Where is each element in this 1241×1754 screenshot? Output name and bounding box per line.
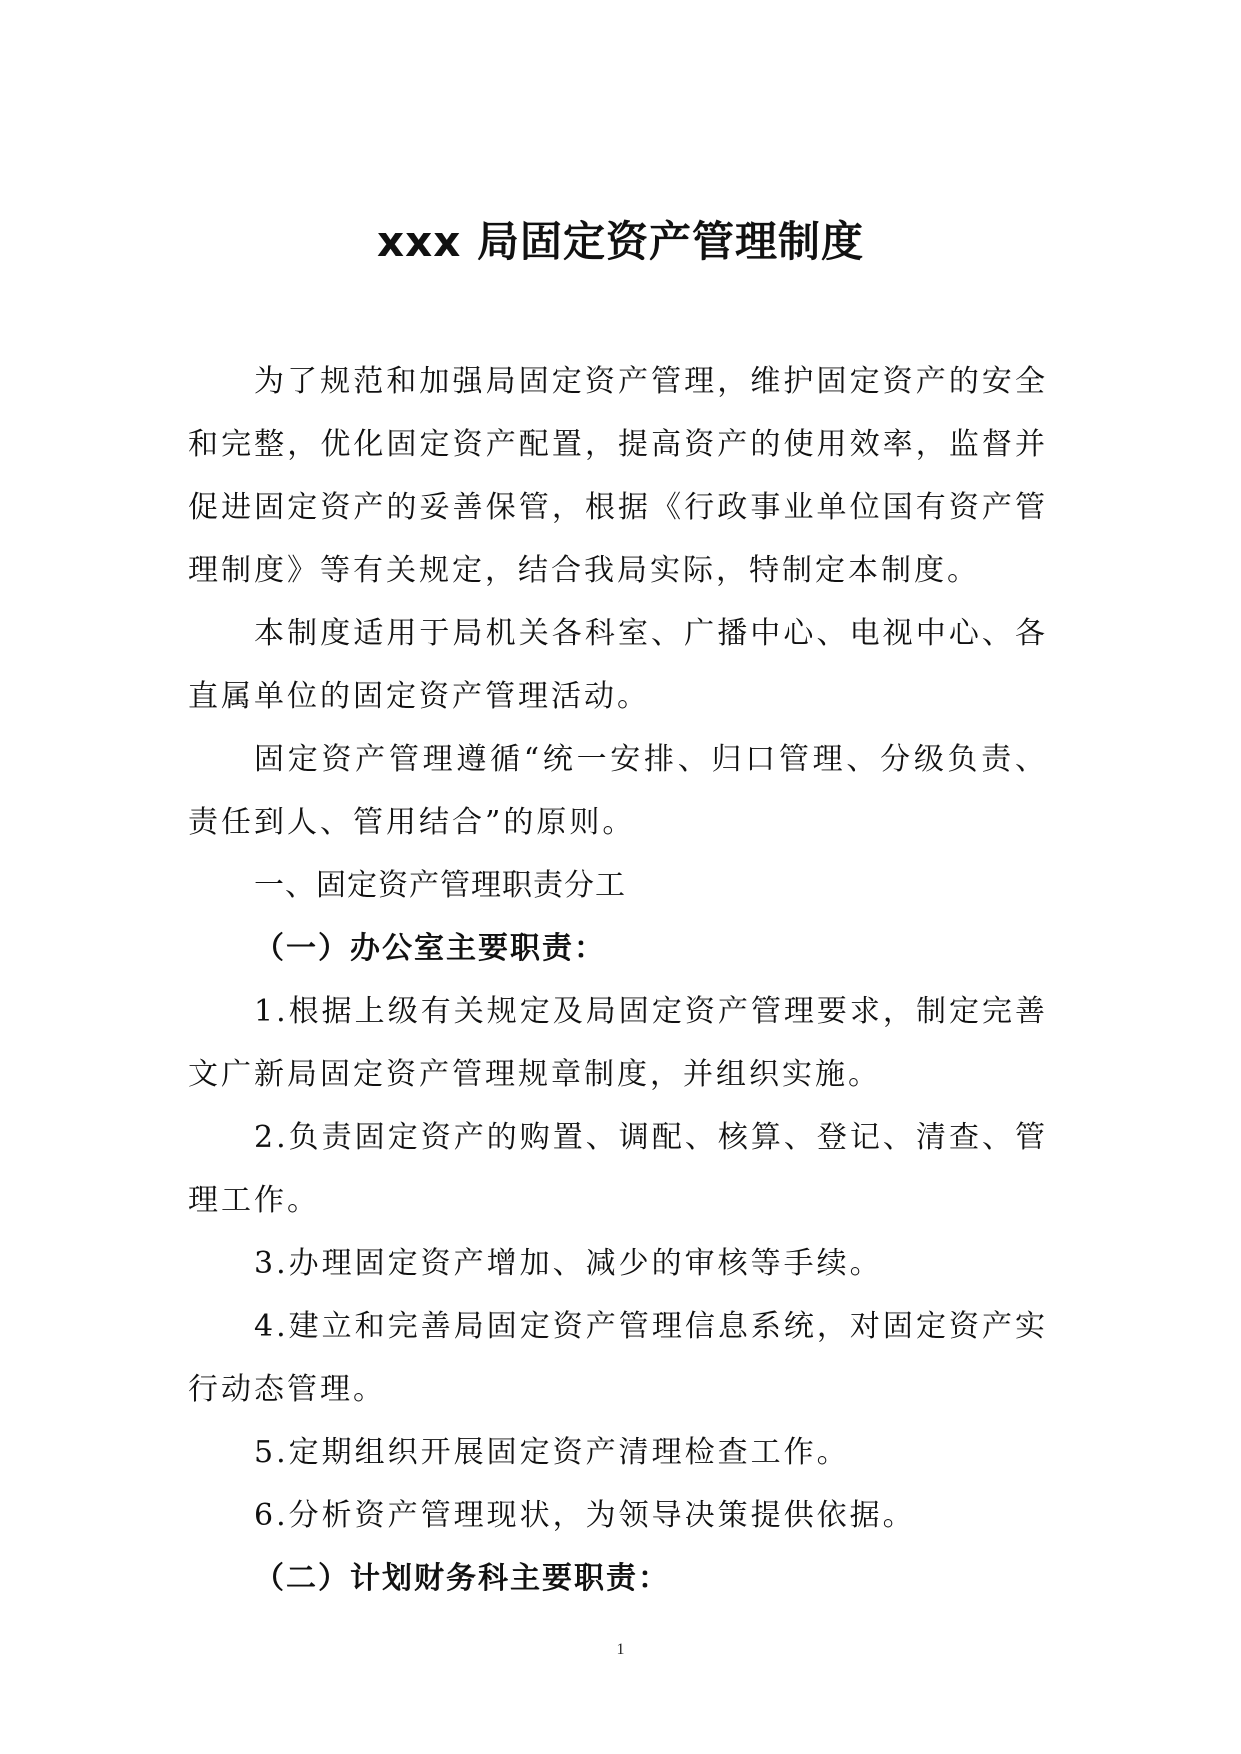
list-item: 4.建立和完善局固定资产管理信息系统，对固定资产实行动态管理。: [188, 1309, 1048, 1407]
list-item: 1.根据上级有关规定及局固定资产管理要求，制定完善文广新局固定资产管理规章制度，并组织实施。: [188, 994, 1048, 1092]
document-title: xxx 局固定资产管理制度: [377, 217, 864, 266]
document-body: [188, 350, 1048, 1610]
intro-paragraph: 为了规范和加强局固定资产管理，维护固定资产的安全和完整，优化固定资产配置，提高资产的使用效率，监督并促进固定资产的妥善保管，根据《行政事业单位国有资产管理制度》等有关规定，结合我局实际，特制定本制度。: [188, 364, 1048, 588]
section-heading: 一、固定资产管理职责分工: [254, 868, 626, 903]
list-item: 2.负责固定资产的购置、调配、核算、登记、清查、管理工作。: [188, 1120, 1048, 1218]
subsection-heading-office: （一）办公室主要职责：: [254, 931, 606, 966]
list-item: 6.分析资产管理现状，为领导决策提供依据。: [254, 1498, 916, 1533]
subsection-heading-finance: （二）计划财务科主要职责：: [254, 1561, 670, 1596]
page-number: 1: [616, 1641, 625, 1658]
principle-paragraph: 固定资产管理遵循“统一安排、归口管理、分级负责、责任到人、管用结合”的原则。: [188, 742, 1048, 840]
list-item: 3.办理固定资产增加、减少的审核等手续。: [254, 1246, 883, 1281]
list-item: 5.定期组织开展固定资产清理检查工作。: [254, 1435, 850, 1470]
scope-paragraph: 本制度适用于局机关各科室、广播中心、电视中心、各直属单位的固定资产管理活动。: [188, 616, 1048, 714]
